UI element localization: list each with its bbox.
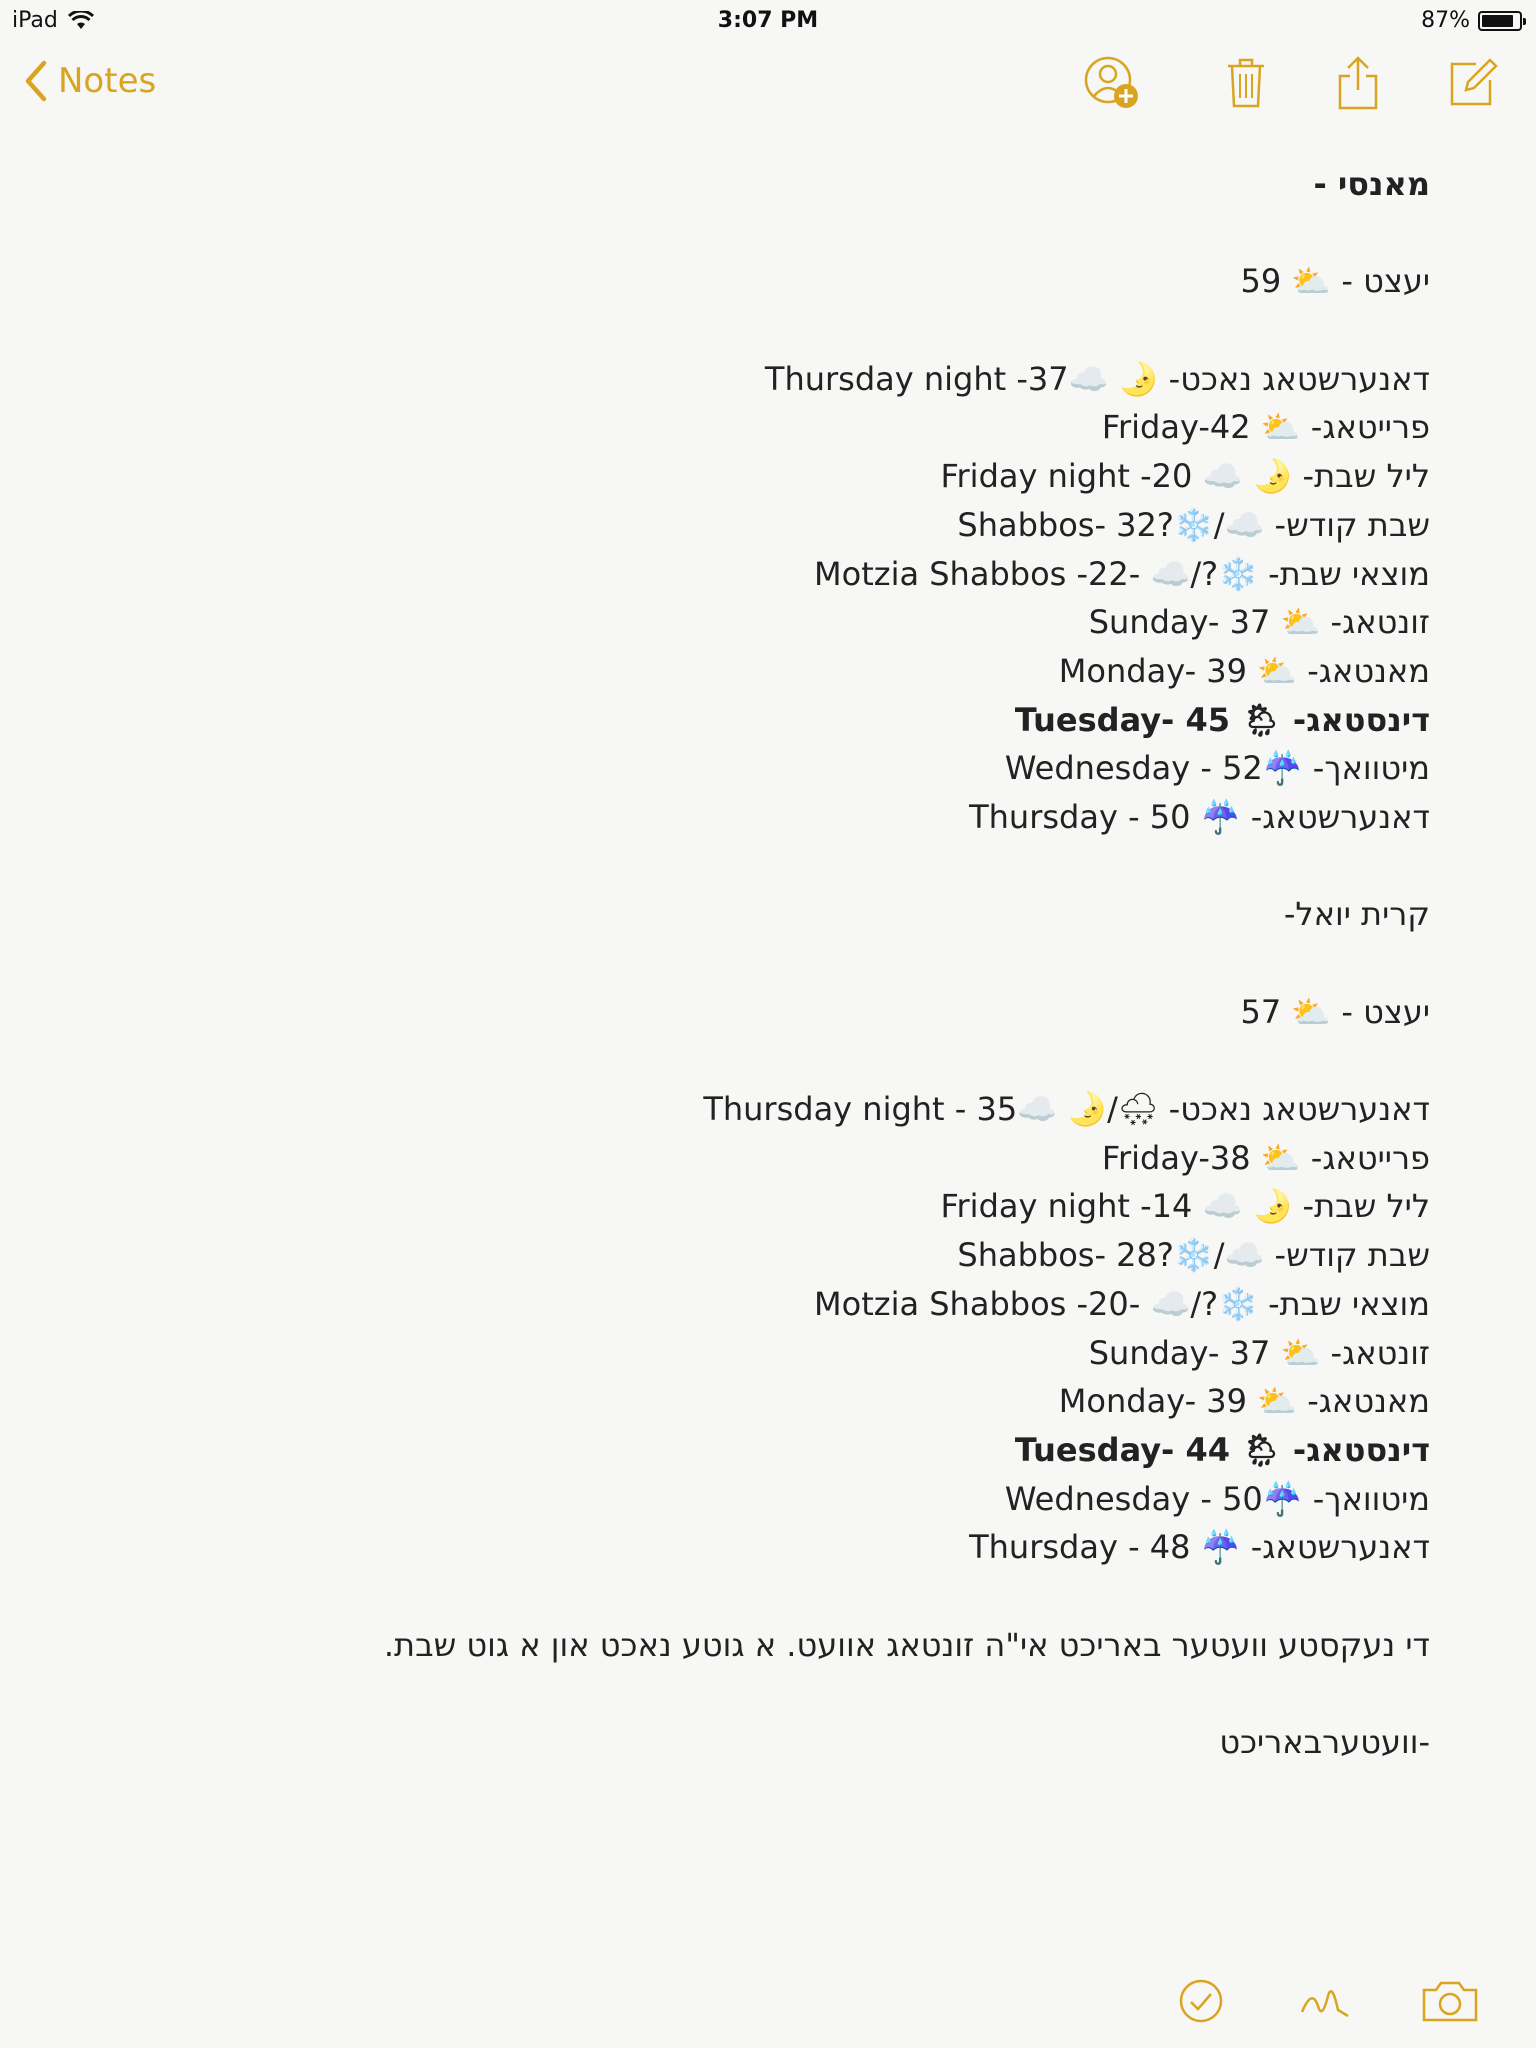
note-line: -וועטערבאריכט <box>1219 1723 1430 1761</box>
back-label: Notes <box>58 61 157 101</box>
back-button[interactable] <box>24 60 156 102</box>
compose-icon[interactable] <box>1446 54 1502 110</box>
battery-fill <box>1482 15 1513 27</box>
note-line: דאנערשטאג- ☔️ Thursday - 48 <box>969 1528 1430 1567</box>
note-line <box>420 1669 1430 1718</box>
note-body[interactable] <box>383 160 1430 1767</box>
note-line: דינסטאג- 🌦 Tuesday- 44 <box>1014 1430 1430 1469</box>
status-right <box>1421 8 1522 33</box>
battery-icon <box>1478 11 1522 31</box>
toolbar <box>0 48 1536 118</box>
note-line: שבת קודש- ☁️/❄️?Shabbos- 32 <box>957 505 1430 544</box>
note-line: דאנערשטאג נאכט- 🌨/🌛 ☁️Thursday night - 35 <box>703 1090 1430 1129</box>
device-name: iPad <box>12 8 58 33</box>
note-line: פרייטאג- ⛅️ Friday-42 <box>1101 408 1430 447</box>
trash-icon[interactable] <box>1222 54 1278 110</box>
note-line: מאנסי - <box>1313 165 1430 203</box>
add-person-icon[interactable] <box>1082 54 1138 110</box>
status-time: 3:07 PM <box>717 8 819 33</box>
note-line: פרייטאג- ⛅️ Friday-38 <box>1101 1138 1430 1177</box>
note-line: ליל שבת- 🌛 ☁️ Friday night -14 <box>940 1187 1430 1226</box>
note-line <box>420 939 1430 988</box>
note-line: מוצאי שבת- ❄️?/☁️ -Motzia Shabbos -20 <box>814 1284 1430 1323</box>
note-line <box>420 1572 1430 1621</box>
note-line: יעצט - ⛅️ 59 <box>1240 262 1430 301</box>
note-line: דינסטאג- 🌦 Tuesday- 45 <box>1014 700 1430 739</box>
sketch-icon[interactable] <box>1298 1976 1352 2030</box>
note-line: זונטאג- ⛅️ Sunday- 37 <box>1088 603 1430 642</box>
note-line: מאנטאג- ⛅️ Monday- 39 <box>1058 1382 1430 1421</box>
note-line: מיטוואך- ☔️Wednesday - 52 <box>1004 749 1430 788</box>
note-line: די נעקסטע וועטער באריכט אי"ה זונטאג אוועט. א גוטע נאכט און א גוט שבת. <box>383 1625 1430 1664</box>
battery-percent: 87% <box>1421 8 1470 33</box>
chevron-left-icon <box>24 60 48 102</box>
note-line: שבת קודש- ☁️/❄️?Shabbos- 28 <box>957 1236 1430 1275</box>
camera-icon[interactable] <box>1420 1976 1474 2030</box>
note-line: מיטוואך- ☔️Wednesday - 50 <box>1004 1479 1430 1518</box>
note-line <box>420 209 1430 258</box>
checklist-icon[interactable] <box>1176 1976 1230 2030</box>
share-icon[interactable] <box>1334 54 1390 110</box>
note-line: קרית יואל- <box>1283 895 1430 934</box>
bottom-toolbar <box>0 1958 1536 2048</box>
note-line: דאנערשטאג- ☔️ Thursday - 50 <box>969 797 1430 836</box>
note-line: מאנטאג- ⛅️ Monday- 39 <box>1058 651 1430 690</box>
note-line: יעצט - ⛅️ 57 <box>1240 992 1430 1031</box>
note-line <box>420 842 1430 891</box>
note-line: זונטאג- ⛅️ Sunday- 37 <box>1088 1333 1430 1372</box>
note-line: דאנערשטאג נאכט- 🌛 ☁️Thursday night -37 <box>764 359 1430 398</box>
status-bar <box>0 0 1536 40</box>
note-line <box>420 306 1430 355</box>
note-line: ליל שבת- 🌛 ☁️ Friday night -20 <box>940 457 1430 496</box>
note-line <box>420 1036 1430 1085</box>
note-line: מוצאי שבת- ❄️?/☁️ -Motzia Shabbos -22 <box>814 554 1430 593</box>
